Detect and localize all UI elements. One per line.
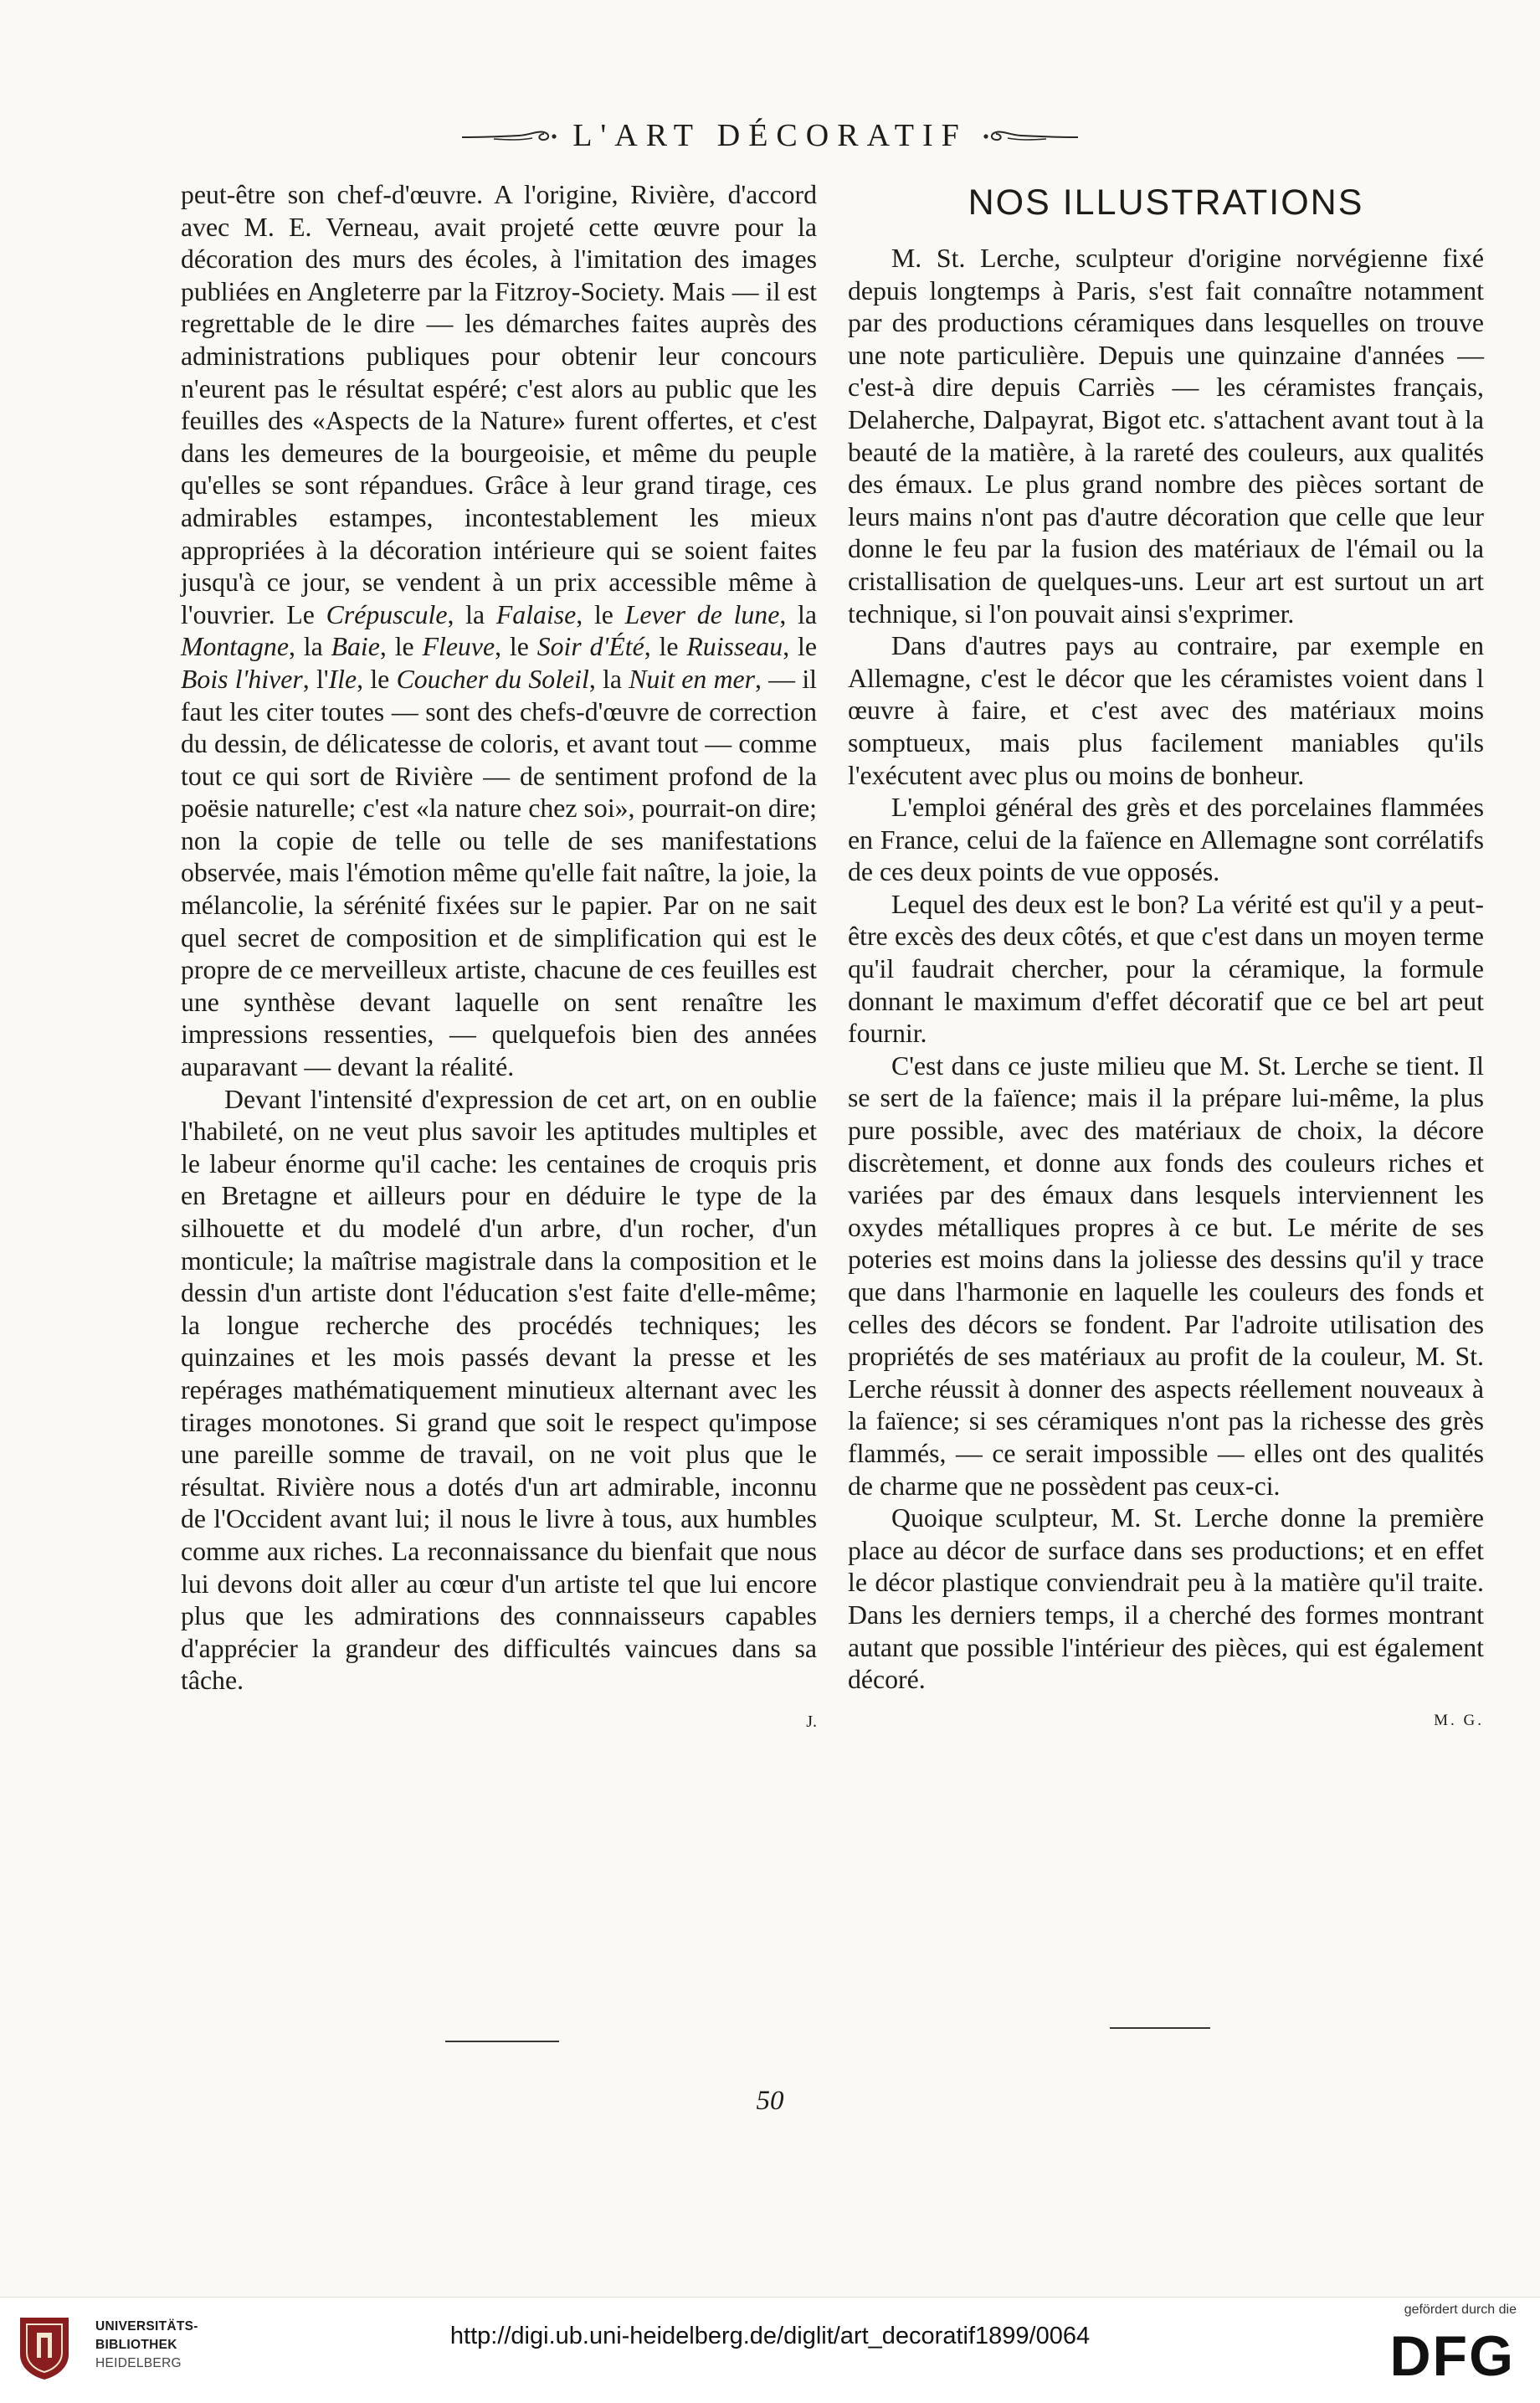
right-paragraph-4: Lequel des deux est le bon? La vérité est qu'il y a peut-être excès des deux côtés, et que c'est dans un moyen terme qu'il faudrait chercher, pour la céramique, la formule donnant le maximum d'effet décoratif que ce bel art peut fournir. [848,889,1484,1049]
section-title: NOS ILLUSTRATIONS [968,182,1364,223]
left-ornament-icon [460,126,561,146]
right-end-rule [1110,2027,1210,2029]
footer-bar [0,2297,1540,2403]
funder-text: gefördert durch die [1404,2303,1517,2317]
dfg-logo: DFG [1389,2324,1515,2388]
library-name-line2: BIBLIOTHEK [95,2338,177,2352]
library-name-line1: UNIVERSITÄTS- [95,2319,198,2334]
right-paragraph-3: L'emploi général des grès et des porcelaines flammées en France, celui de la faïence en Allemagne sont corrélatifs de ces deux points de vue opposés. [848,793,1484,887]
running-header-title: L'ART DÉCORATIF [572,118,968,153]
source-url-link[interactable]: http://digi.ub.uni-heidelberg.de/diglit/art_decoratif1899/0064 [449,2323,1091,2349]
left-paragraph-2: Devant l'intensité d'expression de cet art, on en oublie l'habileté, on ne veut plus savoir les aptitudes multiples et le labeur énorme qu'il cache: les centaines de croquis pris en Bretagne et ailleurs pour en déduire le type de la silhouette et du modelé d'un arbre, d'un rocher, d'un monticule; la maîtrise magistrale dans la composition et le dessin d'un artiste dont l'éducation s'est faite d'elle-même; la longue recherche des procédés techniques; les quinzaines et les mois passés devant la presse et les repérages mathématiquement minutieux alternant avec les tirages monotones. Si grand que soit le respect qu'impose une pareille somme de travail, on ne voit plus que le résultat. Rivière nous a dotés d'un art admirable, inconnu de l'Occident avant lui; il nous le livre à tous, aux humbles comme aux riches. La reconnaissance du bienfait que nous lui devons doit aller au cœur d'un artiste tel que lui encore plus que les admirations des connnaisseurs capables d'apprécier la grandeur des difficultés vaincues dans sa tâche. [181,1084,817,1696]
right-ornament-icon [979,126,1080,146]
running-header [0,110,1540,161]
left-column [181,179,817,1738]
left-paragraph-1: peut-être son chef-d'œuvre. A l'origine, Rivière, d'accord avec M. E. Verneau, avait projeté cette œuvre pour la décoration des murs des écoles, à l'imitation des images publiées en Angleterre par la Fitzroy-Society. Mais — il est regrettable de le dire — les démarches faites auprès des administrations publiques pour obtenir leur concours n'eurent pas le résultat espéré; c'est alors au public que les feuilles des «Aspects de la Nature» furent offertes, et c'est dans les demeures de la bourgeoisie, et même du peuple qu'elles se sont répandues. Grâce à leur grand tirage, ces admirables estampes, incontestablement les mieux appropriées à la décoration intérieure qui se soient faites jusqu'à ce jour, se vendent à un prix accessible même à l'ouvrier. Le Crépuscule, la Falaise, le Lever de lune, la Montagne, la Baie, le Fleuve, le Soir d'Été, le Ruisseau, le Bois l'hiver, l'Ile, le Coucher du Soleil, la Nuit en mer, — il faut les citer toutes — sont des chefs-d'œuvre de correction du dessin, de délicatesse de coloris, et avant tout — comme tout ce qui sort de Rivière — de sentiment profond de la poësie naturelle; c'est «la nature chez soi», pourrait-on dire; non la copie de telle ou telle de ses manifestations observée, mais l'émotion même qu'elle fait naître, la joie, la mélancolie, la sérénité fixées sur le papier. Par on ne sait quel secret de composition et de simplification qui est le propre de ce merveilleux artiste, chacune de ces feuilles est une synthèse devant laquelle on sent renaître les impressions ressenties, — quelquefois bien des années auparavant — devant la réalité. [181,180,818,1082]
right-signature: M. G. [1434,1711,1484,1729]
right-paragraph-2: Dans d'autres pays au contraire, par exemple en Allemagne, c'est le décor que les céramistes voient dans l œuvre à faire, et c'est avec des matériaux moins somptueux, mais plus facilement maniables qu'ils l'exécutent avec plus ou moins de bonheur. [848,631,1484,790]
library-name-line3: HEIDELBERG [95,2356,182,2370]
right-paragraph-5: C'est dans ce juste milieu que M. St. Lerche se tient. Il se sert de la faïence; mais il la prépare lui-même, la plus pure possible, avec des matériaux de choix, la décore discrètement, et donne aux fonds des couleurs riches et variées par des émaux dans lesquels interviennent les oxydes métalliques propres à ce but. Le mérite de ses poteries est moins dans la joliesse des dessins qu'il y trace que dans l'harmonie en laquelle les couleurs des fonds et celles des décors se fondent. Par l'adroite utilisation des propriétés de ses matériaux au profit de la couleur, M. St. Lerche réussit à donner des aspects réellement nouveaux à la faïence; si ses céramiques n'ont pas la richesse des grès flammés, — ce serait impossible — elles ont des qualités de charme que ne possèdent pas ceux-ci. [848,1050,1484,1501]
right-column [848,179,1484,1737]
left-end-rule [445,2041,559,2042]
right-paragraph-6: Quoique sculpteur, M. St. Lerche donne la première place au décor de surface dans ses productions; et en effet le décor plastique conviendrait peu à la matière qu'il traite. Dans les derniers temps, il a cherché des formes montrant autant que possible l'intérieur des pièces, qui est également décoré. [848,1503,1484,1695]
page-number: 50 [756,2086,784,2116]
right-paragraph-1: M. St. Lerche, sculpteur d'origine norvégienne fixé depuis longtemps à Paris, s'est fait connaître notamment par des productions céramiques dans lesquelles on trouve une note particulière. Depuis une quinzaine d'années — c'est-à dire depuis Carriès — les céramistes français, Delaherche, Dalpayrat, Bigot etc. s'attachent avant tout à la beauté de la matière, à la rareté des couleurs, aux qualités des émaux. Le plus grand nombre des pièces sortant de leurs mains n'ont pas d'autre décoration que celle que leur donne le feu par la fusion des matériaux de l'émail ou la cristallisation de quelques-uns. Leur art est surtout un art technique, si l'on pouvait ainsi s'exprimer. [848,244,1484,629]
left-signature: J. [806,1712,817,1731]
